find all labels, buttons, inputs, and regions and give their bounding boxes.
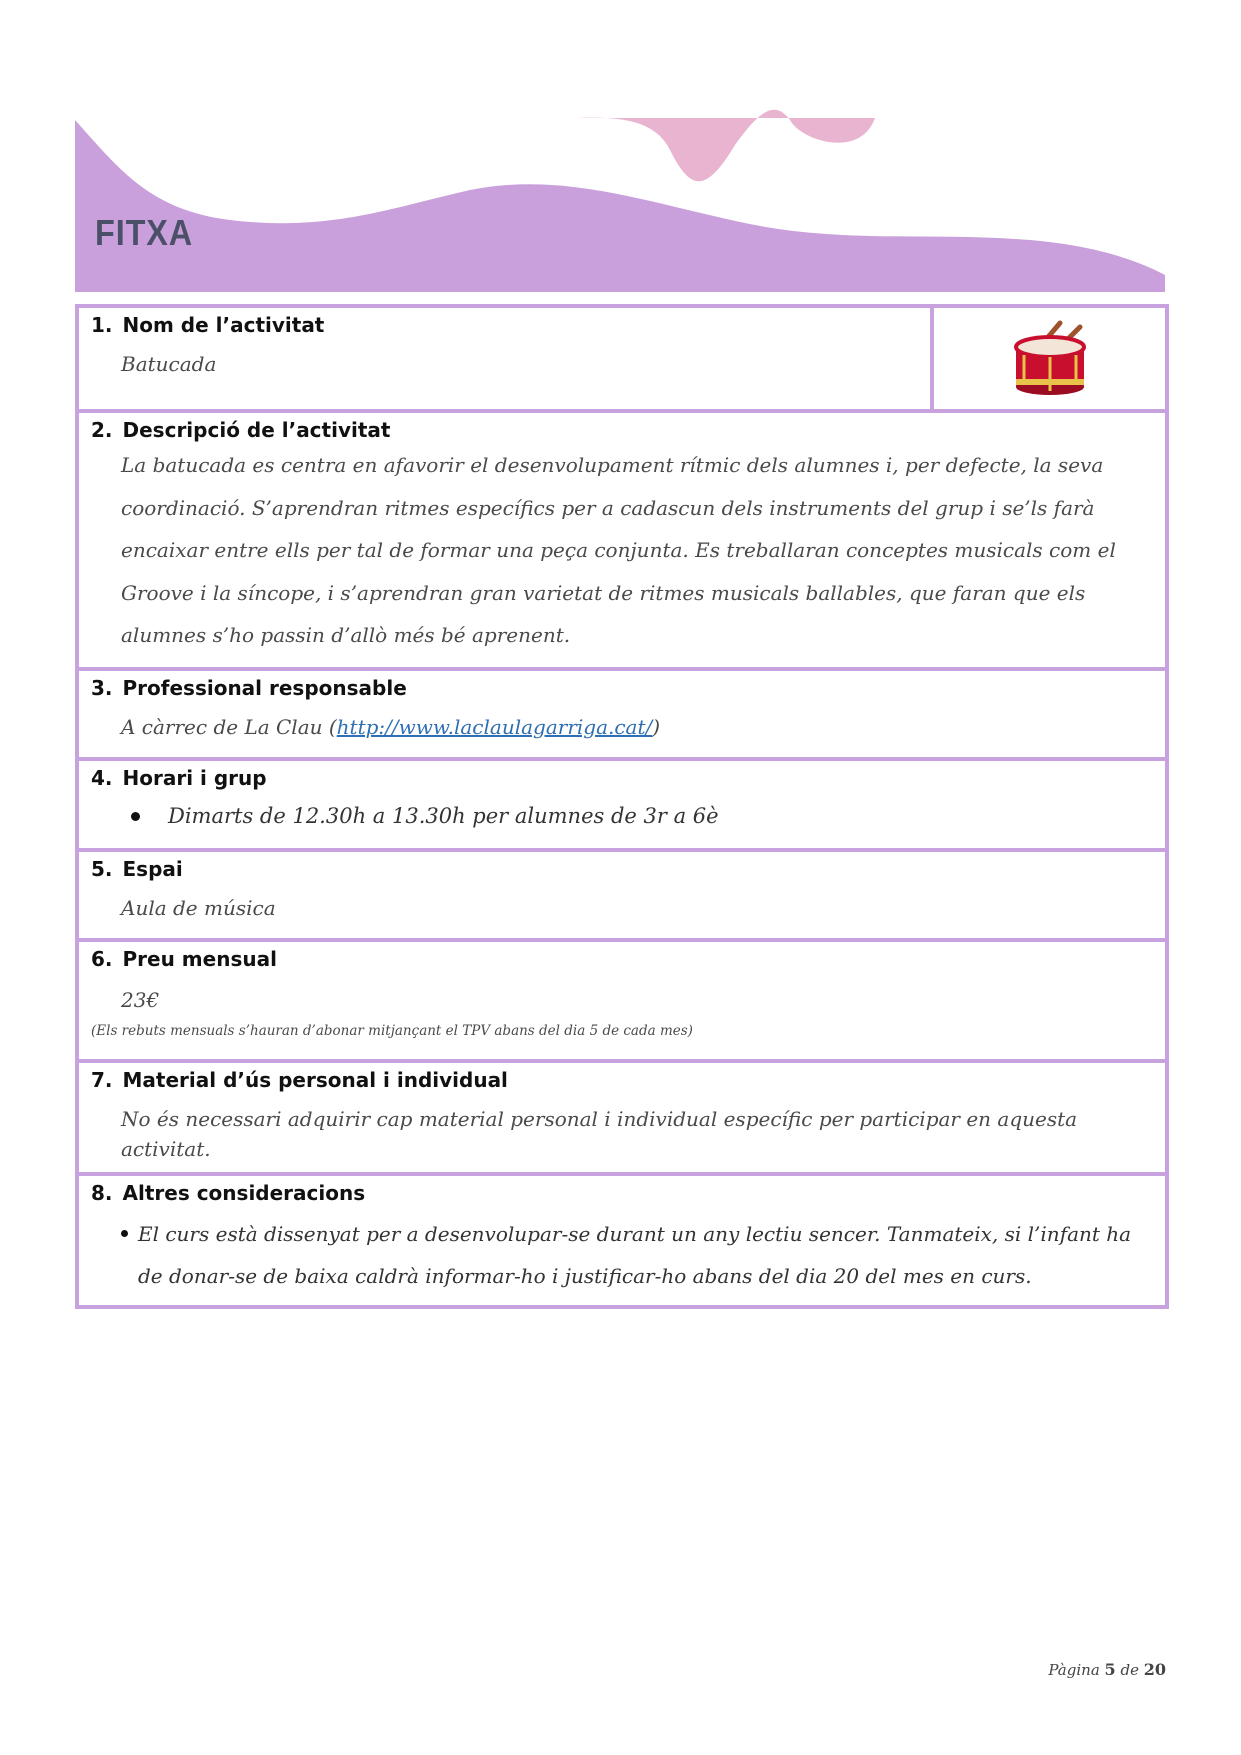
section-material: [77, 1061, 1167, 1174]
section-number: 3.: [91, 676, 113, 700]
activity-icon-cell: [932, 306, 1167, 411]
section-number: 6.: [91, 947, 113, 971]
section-description: [77, 411, 1167, 669]
section-number: 5.: [91, 857, 113, 881]
page-title: FITXA: [95, 212, 194, 253]
section-title: Espai: [122, 857, 183, 881]
section-title: Horari i grup: [122, 766, 267, 790]
responsible-prefix: A càrrec de La Clau (: [121, 715, 337, 739]
section-price: [77, 940, 1167, 1061]
drum-icon: [1010, 319, 1090, 395]
bullet-icon: [131, 812, 140, 821]
section-title: Descripció de l’activitat: [122, 418, 391, 442]
bullet-icon: [121, 1230, 128, 1237]
section-other: [77, 1174, 1167, 1307]
activity-sheet: [75, 304, 1169, 1309]
section-number: 2.: [91, 418, 113, 442]
section-title: Nom de l’activitat: [122, 313, 325, 337]
section-title: Professional responsable: [122, 676, 407, 700]
price-note: (Els rebuts mensuals s’hauran d’abonar mitjançant el TPV abans del dia 5 de cada mes): [91, 1023, 693, 1039]
section-name: [77, 306, 1167, 411]
decorative-wave: [0, 0, 1241, 300]
section-title: Preu mensual: [122, 947, 277, 971]
schedule-text: Dimarts de 12.30h a 13.30h per alumnes de 3r a 6è: [168, 804, 719, 828]
footer-total: 20: [1143, 1660, 1166, 1679]
responsible-suffix: ): [652, 715, 661, 739]
page-footer: [1048, 1660, 1166, 1679]
website-link[interactable]: http://www.laclaulagarriga.cat/: [336, 715, 653, 739]
section-number: 1.: [91, 313, 113, 337]
section-number: 7.: [91, 1068, 113, 1092]
section-title: Material d’ús personal i individual: [122, 1068, 508, 1092]
footer-page: 5: [1104, 1660, 1116, 1679]
footer-of: de: [1120, 1661, 1139, 1679]
section-title: Altres consideracions: [122, 1181, 366, 1205]
section-number: 8.: [91, 1181, 113, 1205]
space-value: Aula de música: [121, 896, 276, 920]
footer-label: Pàgina: [1048, 1661, 1100, 1679]
material-value: No és necessari adquirir cap material personal i individual específic per participar en aquesta activitat.: [121, 1107, 1078, 1161]
section-schedule: [77, 759, 1167, 850]
considerations-text: El curs està dissenyat per a desenvolupar-se durant un any lectiu sencer. Tanmateix, si l’infant ha de donar-se de baixa caldrà informar-ho i justificar-ho abans del dia 20 del mes en curs.: [138, 1222, 1132, 1288]
header-banner: [0, 0, 1241, 300]
price-value: 23€: [121, 988, 160, 1012]
activity-name: Batucada: [121, 352, 217, 376]
section-number: 4.: [91, 766, 113, 790]
section-space: [77, 850, 1167, 940]
section-responsible: [77, 669, 1167, 759]
description-text: La batucada es centra en afavorir el desenvolupament rítmic dels alumnes i, per defecte, la seva coordinació. S’aprendran ritmes específics per a cadascun dels instruments del grup i se’ls farà encaixar entre ells per tal de formar una peça conjunta. Es treballaran conceptes musicals com el Groove i la síncope, i s’aprendran gran varietat de ritmes musicals ballables, que faran que els alumnes s’ho passin d’allò més bé aprenent.: [121, 453, 1116, 647]
